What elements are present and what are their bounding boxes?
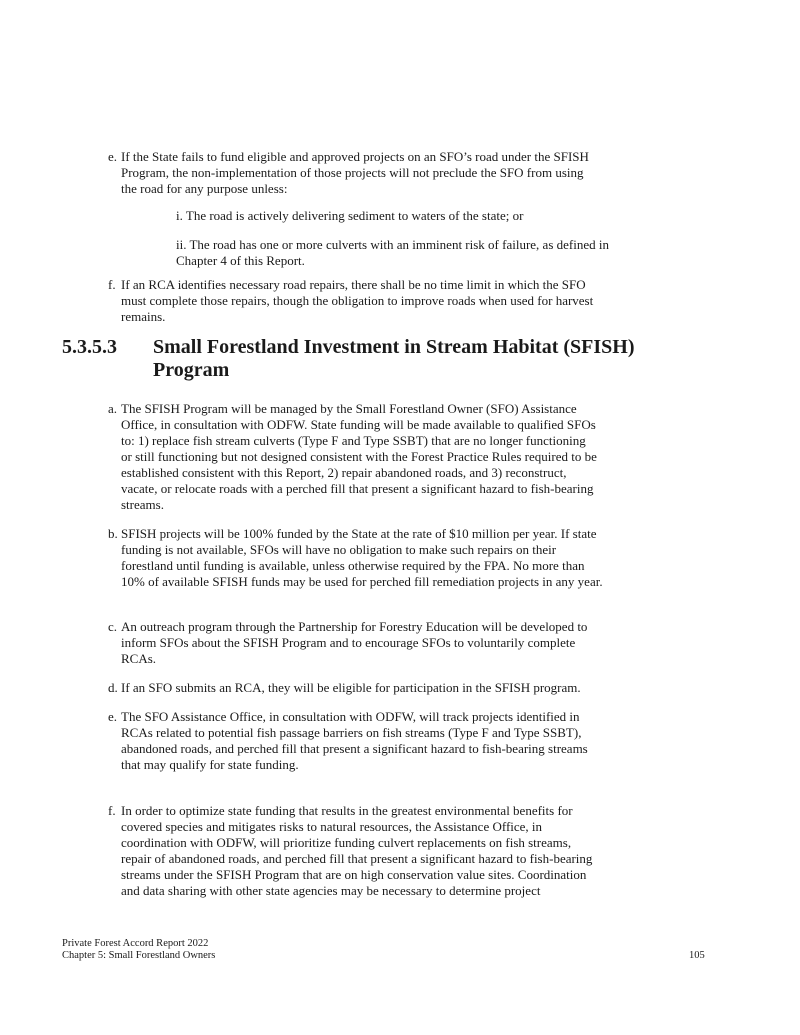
paragraph-line: An outreach program through the Partnership for Forestry Education will be developed to [121, 619, 588, 634]
paragraph-line: ii. The road has one or more culverts with an imminent risk of failure, as defined in [176, 237, 609, 252]
paragraph-line: forestland until funding is available, unless otherwise required by the FPA. No more than [121, 558, 585, 573]
section-title [153, 336, 635, 382]
page-footer [62, 938, 215, 962]
list-item [176, 208, 523, 224]
paragraph-line: must complete those repairs, though the obligation to improve roads when used for harvest [121, 293, 594, 308]
list-item [108, 709, 588, 773]
paragraph-line: 10% of available SFISH funds may be used for perched fill remediation projects in any year. [121, 574, 603, 589]
paragraph-line: to: 1) replace fish stream culverts (Type F and Type SSBT) that are no longer functioning [121, 433, 586, 448]
paragraph-line: The SFISH Program will be managed by the Small Forestland Owner (SFO) Assistance [121, 401, 577, 416]
paragraph-line: i. The road is actively delivering sediment to waters of the state; or [176, 208, 524, 223]
paragraph-line: funding is not available, SFOs will have no obligation to make such repairs on their [121, 542, 557, 557]
list-item-label: e. [108, 149, 118, 164]
list-item [108, 277, 594, 325]
paragraph-line: inform SFOs about the SFISH Program and to encourage SFOs to voluntarily complete [121, 635, 576, 650]
paragraph-line: In order to optimize state funding that results in the greatest environmental benefits for [121, 803, 573, 818]
section-title-line: Small Forestland Investment in Stream Habitat (SFISH) [153, 336, 635, 358]
list-item [108, 401, 597, 513]
paragraph-line: established consistent with this Report, 2) repair abandoned roads, and 3) reconstruct, [121, 465, 567, 480]
paragraph-line: that may qualify for state funding. [121, 757, 299, 772]
paragraph-line: and data sharing with other state agencies may be necessary to determine project [121, 883, 541, 898]
paragraph-line: coordination with ODFW, will prioritize funding culvert replacements on fish streams, [121, 835, 572, 850]
list-item-label: f. [108, 277, 116, 292]
page-number: 105 [689, 950, 705, 961]
list-item-label: a. [108, 401, 118, 416]
section-number: 5.3.5.3 [62, 336, 117, 358]
paragraph-line: If the State fails to fund eligible and approved projects on an SFO’s road under the SFISH [121, 149, 589, 164]
list-item [108, 619, 588, 667]
paragraph-line: RCAs. [121, 651, 157, 666]
footer-report-title: Private Forest Accord Report 2022 [62, 938, 209, 949]
paragraph-line: the road for any purpose unless: [121, 181, 288, 196]
paragraph-line: remains. [121, 309, 166, 324]
paragraph-line: or still functioning but not designed consistent with the Forest Practice Rules required to be [121, 449, 597, 464]
paragraph-line: Office, in consultation with ODFW. State funding will be made available to qualified SFOs [121, 417, 596, 432]
list-item [176, 237, 609, 269]
list-item [108, 803, 593, 899]
paragraph-line: The SFO Assistance Office, in consultation with ODFW, will track projects identified in [121, 709, 580, 724]
footer-chapter: Chapter 5: Small Forestland Owners [62, 950, 216, 961]
paragraph-line: covered species and mitigates risks to natural resources, the Assistance Office, in [121, 819, 543, 834]
list-item [108, 680, 581, 696]
paragraph-line: RCAs related to potential fish passage barriers on fish streams (Type F and Type SSBT), [121, 725, 582, 740]
list-item-label: d. [108, 680, 118, 695]
list-item [108, 149, 589, 197]
paragraph-line: If an SFO submits an RCA, they will be eligible for participation in the SFISH program. [121, 680, 581, 695]
list-item [108, 526, 603, 590]
paragraph-line: streams under the SFISH Program that are on high conservation value sites. Coordination [121, 867, 587, 882]
paragraph-line: SFISH projects will be 100% funded by the State at the rate of $10 million per year. If state [121, 526, 597, 541]
list-item-label: f. [108, 803, 116, 818]
paragraph-line: abandoned roads, and perched fill that present a significant hazard to fish-bearing streams [121, 741, 588, 756]
paragraph-line: streams. [121, 497, 164, 512]
paragraph-line: vacate, or relocate roads with a perched fill that present a significant hazard to fish-bearing [121, 481, 594, 496]
list-item-label: e. [108, 709, 118, 724]
paragraph-line: Program, the non-implementation of those projects will not preclude the SFO from using [121, 165, 584, 180]
paragraph-line: Chapter 4 of this Report. [176, 253, 305, 268]
paragraph-line: repair of abandoned roads, and perched fill that present a significant hazard to fish-bearing [121, 851, 593, 866]
list-item-label: b. [108, 526, 118, 541]
section-title-line: Program [153, 359, 230, 381]
paragraph-line: If an RCA identifies necessary road repairs, there shall be no time limit in which the SFO [121, 277, 586, 292]
list-item-label: c. [108, 619, 118, 634]
